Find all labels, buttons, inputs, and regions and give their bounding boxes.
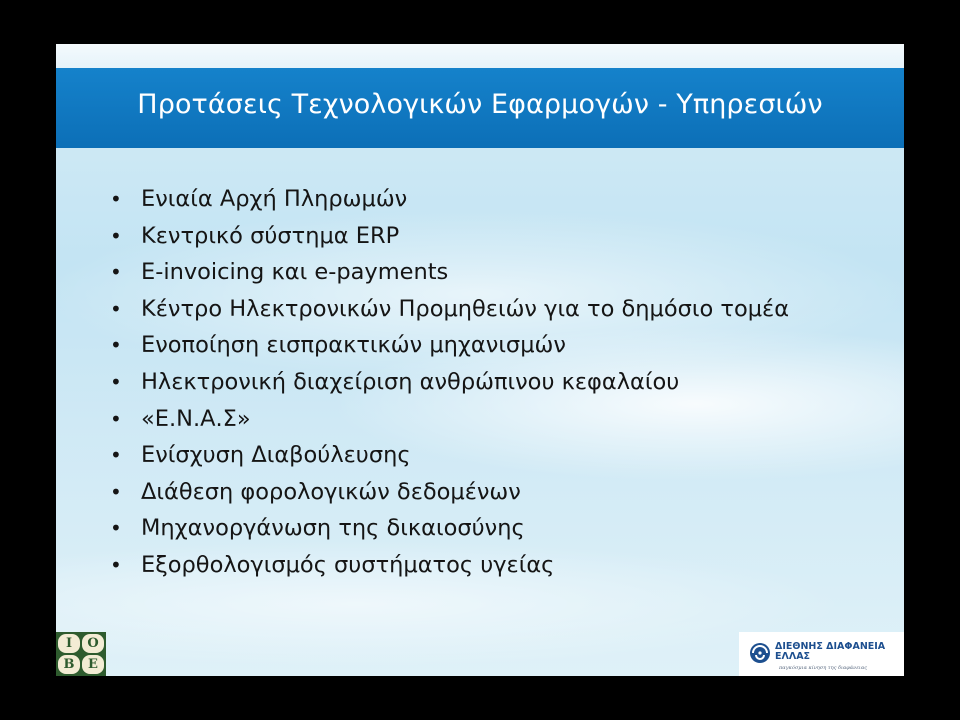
bullet-text: Ενίσχυση Διαβούλευσης bbox=[141, 442, 411, 469]
bullet-item bbox=[110, 332, 850, 359]
slide-title: Προτάσεις Τεχνολογικών Εφαρμογών - Υπηρεσιών bbox=[137, 89, 823, 120]
bullet-dot: • bbox=[110, 479, 122, 504]
logo-org-line1: ΔΙΕΘΝΗΣ ΔΙΑΦΑΝΕΙΑ bbox=[775, 641, 886, 652]
logo-letter: Ε bbox=[82, 655, 104, 674]
bullet-item bbox=[110, 259, 850, 286]
bullet-text: Εξορθολογισμός συστήματος υγείας bbox=[141, 551, 555, 578]
bullet-text: Ενιαία Αρχή Πληρωμών bbox=[141, 186, 408, 212]
bullet-item bbox=[110, 223, 850, 250]
logo-tagline: παγκόσμια κίνηση της διαφάνειας bbox=[779, 665, 868, 671]
bullet-item bbox=[110, 406, 850, 433]
bullet-item bbox=[110, 296, 850, 323]
bullet-text: Κεντρικό σύστημα ERP bbox=[141, 222, 400, 249]
bullet-list bbox=[110, 186, 850, 589]
bullet-text: Κέντρο Ηλεκτρονικών Προμηθειών για το δημόσιο τομέα bbox=[141, 295, 790, 322]
bullet-dot: • bbox=[110, 223, 122, 248]
bullet-item bbox=[110, 186, 850, 213]
globe-icon bbox=[749, 642, 771, 664]
bullet-dot: • bbox=[110, 369, 122, 394]
bullet-dot: • bbox=[110, 333, 122, 358]
bullet-item bbox=[110, 515, 850, 542]
logo-org-line2: ΕΛΛΑΣ bbox=[775, 651, 811, 662]
bullet-text: «Ε.Ν.Α.Σ» bbox=[141, 405, 251, 432]
slide bbox=[56, 44, 904, 676]
bullet-text: Μηχανοργάνωση της δικαιοσύνης bbox=[141, 515, 525, 542]
bullet-text: Διάθεση φορολογικών δεδομένων bbox=[141, 478, 521, 505]
bullet-item bbox=[110, 552, 850, 579]
bullet-text: E-invoicing και e-payments bbox=[141, 259, 449, 286]
bullet-dot: • bbox=[110, 443, 122, 468]
bullet-item bbox=[110, 479, 850, 506]
bullet-dot: • bbox=[110, 552, 122, 577]
transparency-international-logo bbox=[739, 632, 904, 676]
bullet-dot: • bbox=[110, 516, 122, 541]
bullet-text: Ενοποίηση εισπρακτικών μηχανισμών bbox=[141, 332, 566, 359]
logo-org-name bbox=[775, 642, 885, 662]
title-bar bbox=[56, 68, 904, 148]
logo-letter: Ι bbox=[58, 634, 80, 653]
bullet-item bbox=[110, 369, 850, 396]
bullet-dot: • bbox=[110, 406, 122, 431]
bullet-item bbox=[110, 442, 850, 469]
logo-letter: Ο bbox=[82, 634, 104, 653]
iobe-logo bbox=[56, 632, 106, 676]
top-strip bbox=[56, 44, 904, 68]
bullet-dot: • bbox=[110, 187, 122, 211]
bullet-text: Ηλεκτρονική διαχείριση ανθρώπινου κεφαλαίου bbox=[141, 368, 680, 395]
bullet-dot: • bbox=[110, 296, 122, 321]
bullet-dot: • bbox=[110, 260, 122, 285]
logo-letter: Β bbox=[58, 655, 80, 674]
